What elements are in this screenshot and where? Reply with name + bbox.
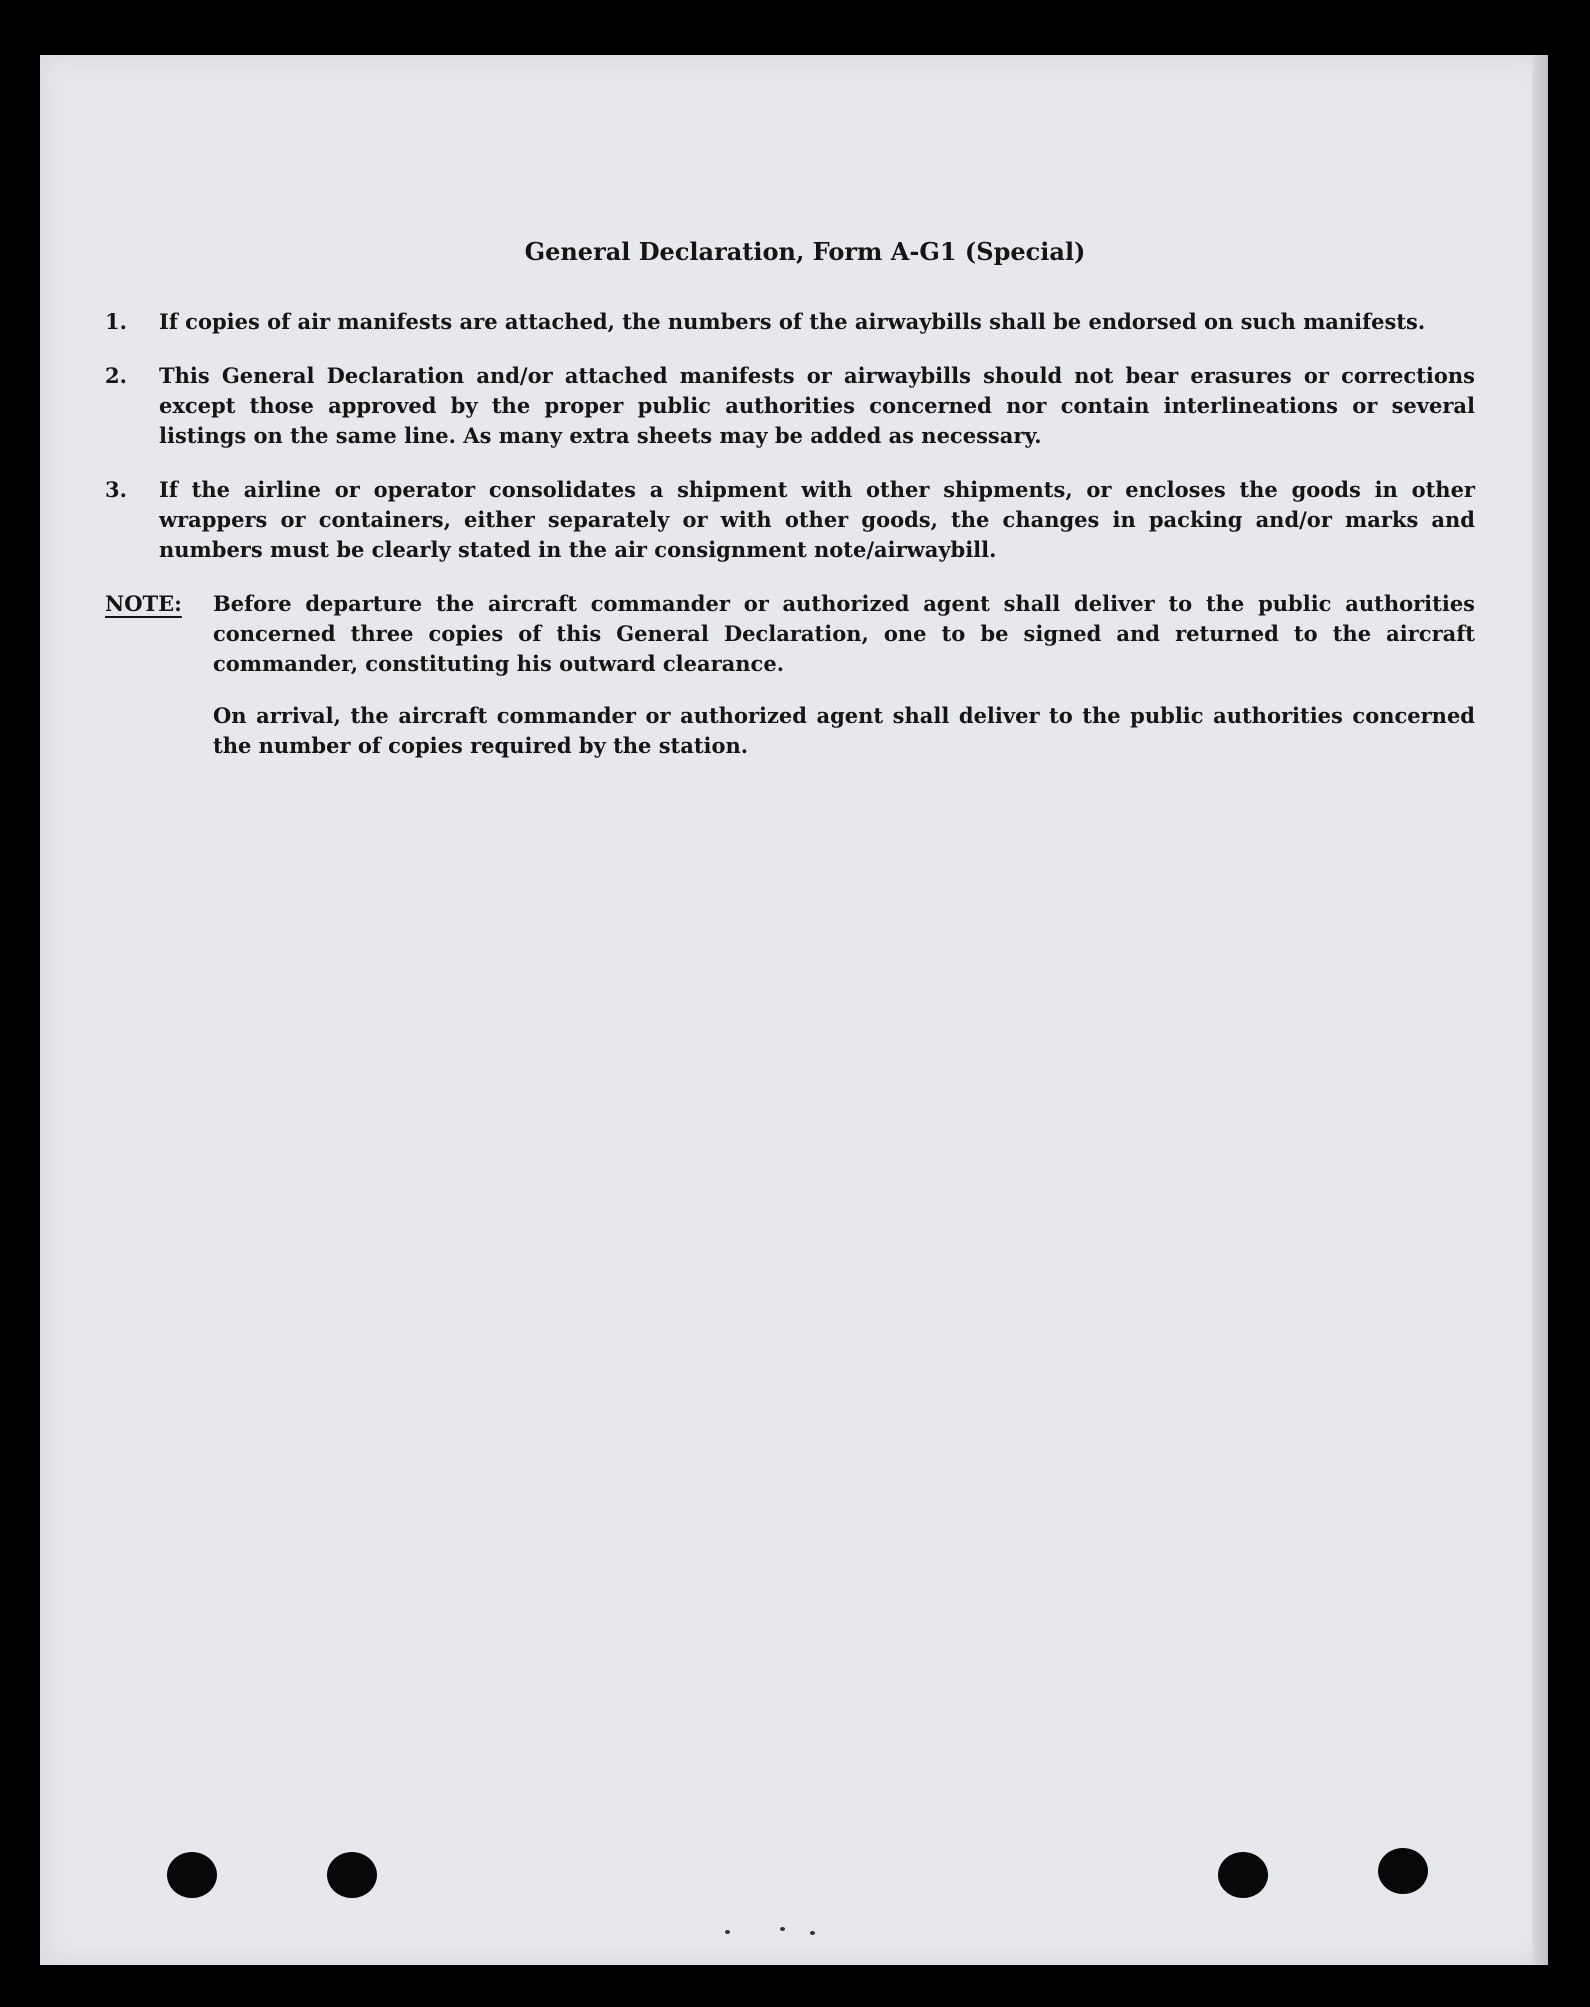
scan-speck xyxy=(725,1930,730,1934)
item-number: 3. xyxy=(105,477,127,502)
instruction-item-2 xyxy=(105,361,1475,451)
punch-hole-right-2 xyxy=(1378,1848,1428,1894)
punch-hole-right-1 xyxy=(1218,1852,1268,1898)
note-section xyxy=(105,589,1475,761)
note-paragraph-1: Before departure the aircraft commander or authorized agent shall deliver to the public authorities concerned three copies of this General Declaration, one to be signed and returned to the aircraft commander, constituting his outward clearance. xyxy=(213,591,1475,676)
item-number: 1. xyxy=(105,309,127,334)
scan-speck xyxy=(810,1931,815,1935)
punch-hole-left-1 xyxy=(167,1852,217,1898)
item-text: If copies of air manifests are attached, the numbers of the airwaybills shall be endorsed on such manifests. xyxy=(159,309,1426,334)
item-text: If the airline or operator consolidates a shipment with other shipments, or encloses the goods in other wrappers or containers, either separately or with other goods, the changes in packing and/or marks and numbers must be clearly stated in the air consignment note/airwaybill. xyxy=(159,477,1475,562)
item-number: 2. xyxy=(105,363,127,388)
instruction-item-3 xyxy=(105,475,1475,565)
page-edge-shadow xyxy=(1532,55,1548,1965)
note-paragraph-2: On arrival, the aircraft commander or authorized agent shall deliver to the public authorities concerned the number of copies required by the station. xyxy=(213,703,1475,758)
punch-hole-left-2 xyxy=(327,1852,377,1898)
note-label: NOTE: xyxy=(105,591,182,616)
instruction-item-1 xyxy=(105,307,1475,337)
item-text: This General Declaration and/or attached manifests or airwaybills should not bear erasures or corrections except those approved by the proper public authorities concerned nor contain interlineations or several listings on the same line. As many extra sheets may be added as necessary. xyxy=(159,363,1475,448)
document-content xyxy=(105,185,1475,783)
document-title: General Declaration, Form A-G1 (Special) xyxy=(524,237,1086,266)
scan-speck xyxy=(780,1927,785,1931)
